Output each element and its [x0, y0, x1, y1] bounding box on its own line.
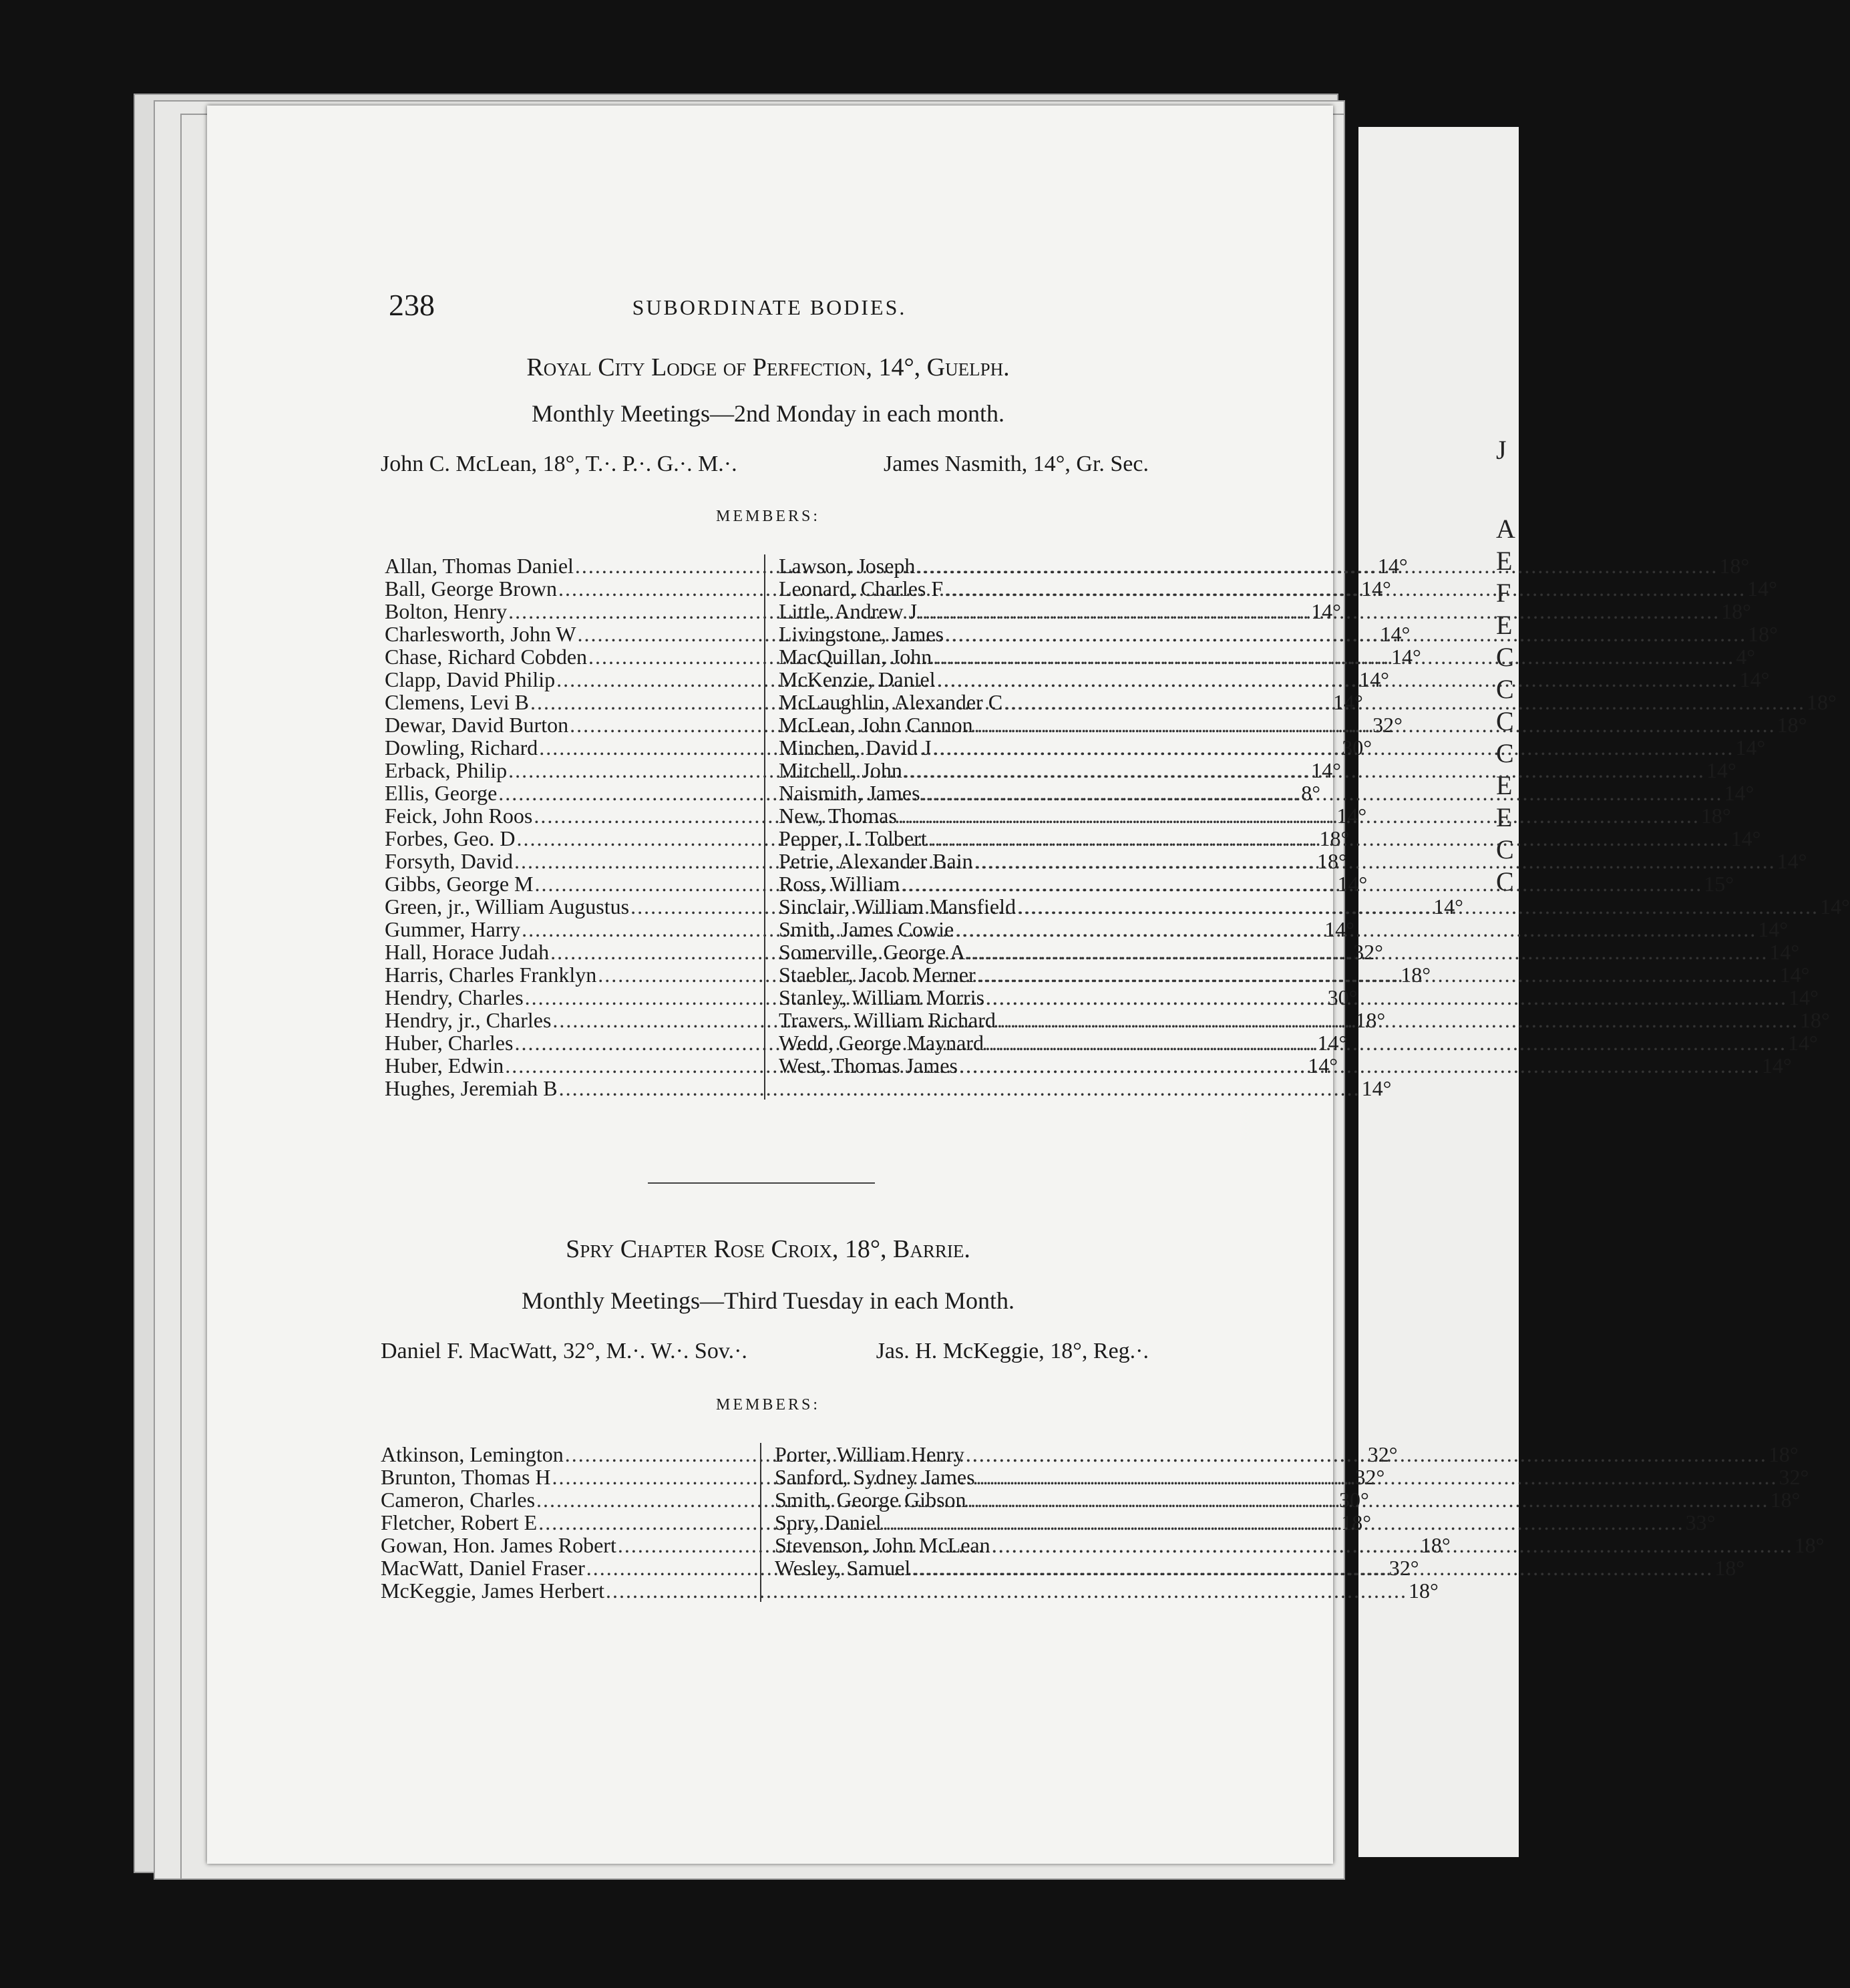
member-degree: 14° [1724, 781, 1754, 805]
member-name: McKeggie, James Herbert [381, 1579, 604, 1603]
facing-page-letter: A [1496, 514, 1515, 544]
member-degree: 30° [1342, 735, 1372, 760]
member-row [779, 917, 1789, 941]
member-name: Somerville, George A [779, 940, 966, 964]
member-row [775, 1533, 1825, 1557]
facing-page-letter: E [1496, 802, 1513, 832]
member-name: Livingstone, James [779, 622, 944, 646]
member-row [779, 894, 1850, 919]
facing-page-letter: C [1496, 738, 1514, 768]
member-name: Clemens, Levi B [385, 690, 529, 714]
member-name: MacWatt, Daniel Fraser [381, 1556, 585, 1580]
member-name: Minchen, David J [779, 735, 932, 760]
leader-dots [966, 1443, 1767, 1466]
member-name: McKenzie, Daniel [779, 667, 936, 691]
member-degree: 32° [1389, 1556, 1419, 1580]
member-name: Gowan, Hon. James Robert [381, 1533, 616, 1557]
member-degree: 18° [1401, 963, 1431, 987]
member-name: Smith, James Cowie [779, 917, 954, 941]
leader-dots [933, 645, 1734, 668]
member-degree: 32° [1354, 1465, 1385, 1489]
officer-left: Daniel F. MacWatt, 32°, M.·. W.·. Sov.·. [381, 1339, 747, 1363]
leader-dots [932, 736, 1734, 759]
member-degree: 14° [1820, 894, 1850, 919]
member-name: Hughes, Jeremiah B [385, 1076, 558, 1100]
member-name: Bolton, Henry [385, 599, 508, 623]
facing-page-letter: J [1496, 435, 1507, 465]
member-degree: 14° [1308, 1053, 1338, 1078]
member-name: Smith, George Gibson [775, 1488, 966, 1512]
member-name: MacQuillan, John [779, 645, 932, 669]
member-degree: 18° [1408, 1579, 1439, 1603]
member-name: Travers, William Richard [779, 1008, 996, 1032]
member-name: Sanford, Sydney James [775, 1465, 975, 1489]
member-degree: 18° [1794, 1533, 1825, 1557]
member-degree: 32° [1367, 1442, 1398, 1466]
member-degree: 18° [1317, 849, 1347, 873]
page-number: 238 [389, 288, 435, 322]
member-name: McLean, John Cannon [779, 713, 973, 737]
member-degree: 18° [1799, 1008, 1830, 1032]
member-row [779, 1008, 1830, 1032]
member-name: Hall, Horace Judah [385, 940, 550, 964]
member-degree: 18° [1714, 1556, 1745, 1580]
member-name: Pepper, I. Tolbert [779, 826, 927, 850]
member-degree: 18° [1748, 622, 1778, 646]
member-name: Naismith, James [779, 781, 920, 805]
member-name: Sinclair, William Mansfield [779, 894, 1016, 919]
member-degree: 14° [1433, 894, 1463, 919]
leader-dots [974, 713, 1776, 736]
leader-dots [883, 1511, 1684, 1534]
member-name: Stevenson, John McLean [775, 1533, 990, 1557]
leader-dots [922, 782, 1723, 804]
member-name: Harris, Charles Franklyn [385, 963, 597, 987]
member-degree: 14° [1777, 849, 1807, 873]
leader-dots [944, 577, 1746, 600]
member-name: Feick, John Roos [385, 804, 533, 828]
member-name: Gibbs, George M [385, 872, 534, 896]
member-name: Spry, Daniel [775, 1510, 882, 1534]
running-head: SUBORDINATE BODIES. [632, 295, 907, 319]
member-degree: 14° [1311, 758, 1341, 782]
member-degree: 14° [1380, 622, 1411, 646]
members-heading: MEMBERS: [715, 1396, 821, 1414]
member-name: Brunton, Thomas H [381, 1465, 551, 1489]
facing-page-letter: C [1496, 642, 1514, 672]
member-degree: 14° [1730, 826, 1761, 850]
member-degree: 18° [1768, 1442, 1799, 1466]
leader-dots [904, 759, 1705, 782]
officers [381, 452, 1149, 477]
leader-dots [1004, 691, 1805, 713]
member-name: Ellis, George [385, 781, 498, 805]
officer-left: John C. McLean, 18°, T.·. P.·. G.·. M.·. [381, 452, 737, 476]
member-degree: 8° [1301, 781, 1321, 805]
member-degree: 14° [1337, 872, 1368, 896]
facing-page-letter: C [1496, 674, 1514, 704]
member-name: Charlesworth, John W [385, 622, 576, 646]
member-name: McLaughlin, Alexander C [779, 690, 1003, 714]
member-row [779, 667, 1770, 691]
member-degree: 14° [1779, 963, 1810, 987]
leader-dots [928, 827, 1730, 850]
facing-page-letter: E [1496, 770, 1513, 800]
leader-dots [916, 554, 1718, 577]
member-degree: 14° [1361, 576, 1391, 601]
member-name: Cameron, Charles [381, 1488, 536, 1512]
member-degree: 30° [1339, 1488, 1369, 1512]
leader-dots [912, 1556, 1713, 1579]
member-row [775, 1465, 1809, 1489]
member-name: Clapp, David Philip [385, 667, 556, 691]
member-degree: 14° [1735, 735, 1766, 760]
member-name: Forsyth, David [385, 849, 513, 873]
member-name: Atkinson, Lemington [381, 1442, 564, 1466]
member-degree: 14° [1336, 804, 1367, 828]
facing-page-letter: C [1496, 866, 1514, 896]
member-degree: 4° [1736, 645, 1756, 669]
member-name: Dewar, David Burton [385, 713, 569, 737]
member-degree: 14° [1317, 1031, 1348, 1055]
leader-dots [997, 1009, 1799, 1031]
members-heading: MEMBERS: [715, 508, 821, 525]
member-name: Petrie, Alexander Bain [779, 849, 973, 873]
member-degree: 18° [1721, 599, 1751, 623]
member-row [779, 1053, 1792, 1078]
member-degree: 32° [1372, 713, 1403, 737]
leader-dots [959, 1054, 1761, 1077]
members-list [381, 1442, 1825, 1603]
member-degree: 18° [1719, 554, 1750, 578]
member-degree: 14° [1332, 690, 1363, 714]
member-degree: 33° [1685, 1510, 1716, 1534]
leader-dots [898, 804, 1700, 827]
member-name: Dowling, Richard [385, 735, 538, 760]
leader-dots [937, 668, 1738, 691]
facing-page-letter: C [1496, 834, 1514, 864]
member-degree: 18° [1777, 713, 1807, 737]
page-header [389, 287, 1150, 327]
lodge-title: Spry Chapter Rose Croix, 18°, Barrie. [566, 1235, 970, 1263]
member-name: West, Thomas James [779, 1053, 958, 1078]
member-degree: 14° [1706, 758, 1736, 782]
member-row [779, 758, 1736, 782]
leader-dots [985, 1031, 1787, 1054]
member-name: Fletcher, Robert E [381, 1510, 538, 1534]
leader-dots [945, 623, 1746, 645]
facing-page-letter: F [1496, 578, 1511, 608]
member-name: Hendry, jr., Charles [385, 1008, 552, 1032]
member-name: Porter, William Henry [775, 1442, 964, 1466]
member-degree: 32° [1779, 1465, 1809, 1489]
column-divider [764, 554, 765, 1100]
meeting-schedule: Monthly Meetings—Third Tuesday in each Month. [522, 1287, 1014, 1314]
member-row [385, 1076, 1392, 1100]
member-name: Ball, George Brown [385, 576, 558, 601]
member-degree: 14° [1758, 917, 1789, 941]
member-degree: 14° [1324, 917, 1354, 941]
leader-dots [976, 1466, 1778, 1488]
member-name: Huber, Edwin [385, 1053, 504, 1078]
member-degree: 18° [1700, 804, 1731, 828]
member-name: Huber, Charles [385, 1031, 514, 1055]
member-degree: 15° [1704, 872, 1734, 896]
member-name: Wesley, Samuel [775, 1556, 911, 1580]
member-degree: 14° [1359, 667, 1389, 691]
section-rule [648, 1182, 875, 1184]
member-degree: 30° [1327, 985, 1358, 1009]
officer-right: James Nasmith, 14°, Gr. Sec. [884, 452, 1149, 476]
leader-dots [974, 850, 1776, 872]
member-name: Hendry, Charles [385, 985, 524, 1009]
members-list [385, 554, 1850, 1100]
member-row [381, 1579, 1439, 1603]
member-name: Wedd, George Maynard [779, 1031, 984, 1055]
member-degree: 14° [1361, 1076, 1392, 1100]
facing-page-letter: E [1496, 610, 1513, 640]
lodge-title: Royal City Lodge of Perfection, 14°, Guelph. [526, 353, 1010, 381]
member-name: Mitchell, John [779, 758, 902, 782]
member-degree: 14° [1377, 554, 1408, 578]
member-row [779, 1031, 1818, 1055]
member-name: Leonard, Charles F [779, 576, 944, 601]
member-degree: 32° [1353, 940, 1383, 964]
member-name: Green, jr., William Augustus [385, 894, 630, 919]
facing-page-letter: C [1496, 706, 1514, 736]
member-name: Stanley, William Morris [779, 985, 985, 1009]
facing-page-letter: E [1496, 546, 1513, 576]
member-name: New, Thomas [779, 804, 897, 828]
member-name: Gummer, Harry [385, 917, 521, 941]
member-degree: 14° [1789, 985, 1819, 1009]
member-name: Ross, William [779, 872, 900, 896]
member-name: Erback, Philip [385, 758, 508, 782]
leader-dots [977, 963, 1779, 986]
member-degree: 18° [1341, 1510, 1371, 1534]
member-degree: 18° [1770, 1488, 1801, 1512]
member-degree: 14° [1787, 1031, 1818, 1055]
member-name: Staebler, Jacob Merner [779, 963, 976, 987]
leader-dots [992, 1534, 1793, 1556]
leader-dots [986, 986, 1787, 1009]
member-degree: 14° [1761, 1053, 1792, 1078]
leader-dots [968, 1488, 1769, 1511]
leader-dots [901, 872, 1702, 895]
column-divider [760, 1443, 761, 1602]
member-row [779, 781, 1754, 805]
member-name: Lawson, Joseph [779, 554, 916, 578]
member-name: Little, Andrew J [779, 599, 918, 623]
leader-dots [1017, 895, 1819, 918]
member-degree: 18° [1807, 690, 1837, 714]
member-degree: 18° [1420, 1533, 1451, 1557]
member-name: Forbes, Geo. D [385, 826, 516, 850]
leader-dots [966, 941, 1768, 963]
leader-dots [918, 600, 1720, 623]
member-degree: 14° [1769, 940, 1800, 964]
officers [381, 1339, 1149, 1364]
member-degree: 18° [1319, 826, 1350, 850]
meeting-schedule: Monthly Meetings—2nd Monday in each month. [532, 400, 1004, 427]
member-degree: 14° [1739, 667, 1770, 691]
member-name: Chase, Richard Cobden [385, 645, 588, 669]
leader-dots [955, 918, 1756, 941]
member-name: Allan, Thomas Daniel [385, 554, 574, 578]
member-degree: 14° [1311, 599, 1341, 623]
member-row [779, 576, 1777, 601]
officer-right: Jas. H. McKeggie, 18°, Reg.·. [876, 1339, 1149, 1363]
member-degree: 18° [1355, 1008, 1386, 1032]
member-degree: 14° [1391, 645, 1421, 669]
member-degree: 14° [1747, 576, 1777, 601]
